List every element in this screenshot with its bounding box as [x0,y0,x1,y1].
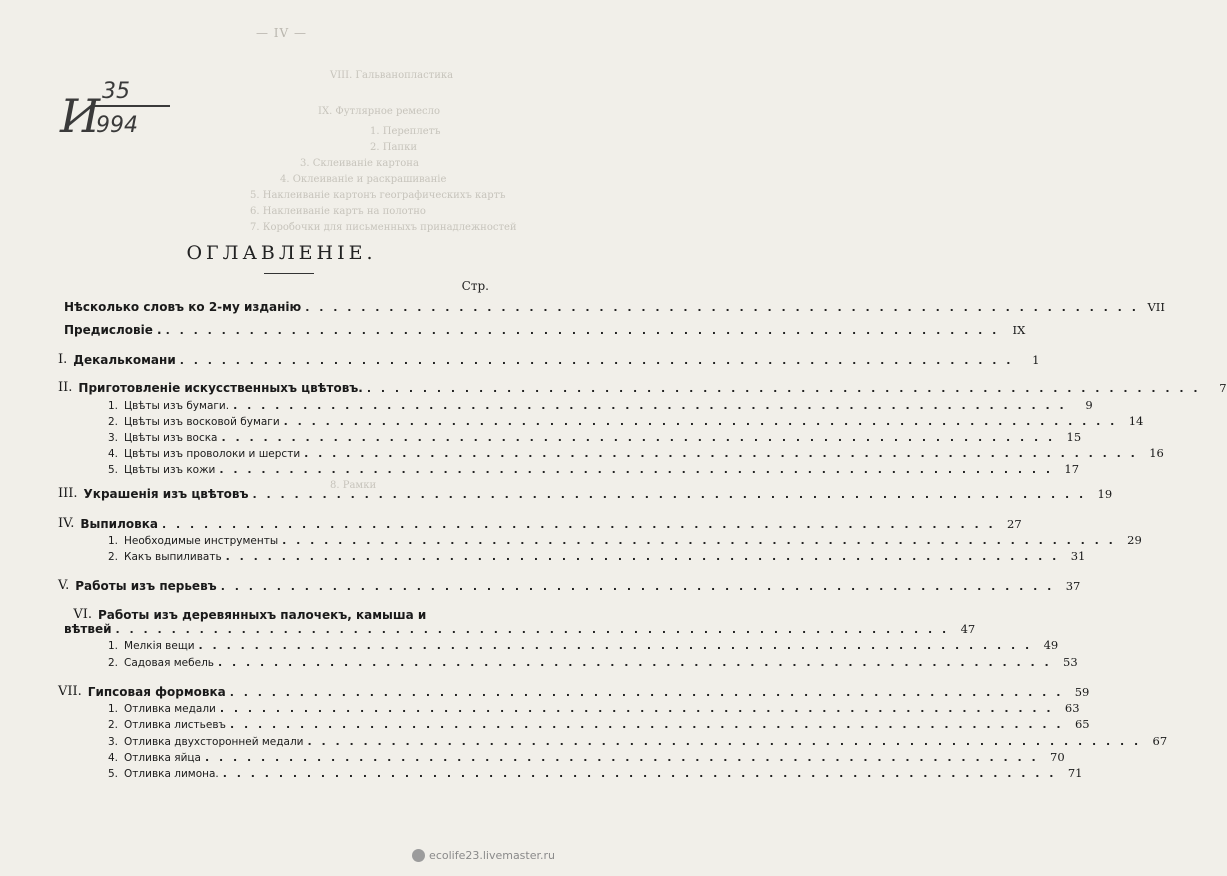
title-rule [264,273,314,274]
toc-label: Приготовленіе искусственныхъ цвѣтовъ. [78,381,363,395]
dot-leader: . . . . . . . . . . . . . . . . . . . . . . . . . . . . . . . . . . . . . . . . . . . . . . . . . . . . . . . . . . . . [221,431,1056,444]
toc-label: Декалькомани [73,353,176,367]
toc-row [58,622,976,636]
toc-row [108,655,1078,669]
toc-row [58,486,1113,501]
toc-number: 3. [108,736,119,748]
dot-leader: . . . . . . . . . . . . . . . . . . . . . . . . . . . . . . . . . . . . . . . . . . . . . . . . . . . . . . . . . . . . [115,623,950,636]
toc-label: Работы изъ деревянныхъ палочекъ, камыша и [98,608,427,622]
dot-leader: . . . . . . . . . . . . . . . . . . . . . . . . . . . . . . . . . . . . . . . . . . . . . . . . . . . . . . . . . . . . [282,534,1116,547]
toc-row [108,462,1080,476]
stamp-letter: И [60,89,101,143]
dot-leader: . . . . . . . . . . . . . . . . . . . . . . . . . . . . . . . . . . . . . . . . . . . . . . . . . . . . . . . . . . . . [229,686,1064,699]
dot-leader: . . . . . . . . . . . . . . . . . . . . . . . . . . . . . . . . . . . . . . . . . . . . . . . . . . . . . . . . . . . . [217,656,1052,669]
toc-row [58,323,1026,337]
toc-page-number: 37 [1065,579,1081,593]
toc-number: 5. [108,464,119,476]
toc-page-number: 27 [1007,517,1022,531]
dot-leader: . . . . . . . . . . . . . . . . . . . . . . . . . . . . . . . . . . . . . . . . . . . . . . . . . . . . . . . . . . . . [219,463,1054,476]
bleed-line: VIII. Гальванопластика [330,70,454,81]
toc-row [58,300,1165,314]
toc-row [108,549,1086,563]
toc-page-number: 31 [1070,549,1086,563]
toc-page-number: 65 [1074,717,1090,731]
toc-row [58,380,1227,395]
stamp-bottom-number: 994 [96,113,138,138]
toc-number: VII. [58,684,82,699]
toc-number: 5. [108,768,119,780]
toc-label: Нѣсколько словъ ко 2-му изданію [64,300,302,314]
dot-leader: . . . . . . . . . . . . . . . . . . . . . . . . . . . . . . . . . . . . . . . . . . . . . . . . . . . . . . . . . . . . [233,399,1067,412]
toc-number: V. [58,578,70,593]
toc-row [108,766,1083,780]
toc-number: I. [58,352,68,367]
bleed-line: 7. Коробочки для письменныхъ принадлежностей [250,222,517,233]
toc-page-number: 59 [1074,685,1090,699]
dot-leader: . . . . . . . . . . . . . . . . . . . . . . . . . . . . . . . . . . . . . . . . . . . . . . . . . . . . . . . . . . . . [220,580,1055,593]
toc-page-number: 19 [1097,487,1113,501]
toc-number: 1. [108,640,119,652]
dot-leader: . . . . . . . . . . . . . . . . . . . . . . . . . . . . . . . . . . . . . . . . . . . . . . . . . . . . . . . . . . . . [366,382,1201,395]
bleed-line: 2. Папки [370,142,417,153]
toc-label: Отливка двухсторонней медали [124,736,304,748]
toc-page-number: 7 [1219,381,1227,395]
toc-row [108,414,1144,428]
toc-label: Необходимые инструменты [124,535,279,547]
toc-row [58,516,1022,531]
bleed-line: 6. Наклеиваніе картъ на полотно [250,206,426,217]
toc-label: Отливка лимона. [124,768,219,780]
toc-label: Выпиловка [80,517,158,531]
dot-leader: . . . . . . . . . . . . . . . . . . . . . . . . . . . . . . . . . . . . . . . . . . . . . . . . . . . . . . . . . . . . [304,447,1138,460]
toc-row [108,750,1065,764]
pages-column-header: Стр. [461,279,489,293]
dot-leader: . . . . . . . . . . . . . . . . . . . . . . . . . . . . . . . . . . . . . . . . . . . . . . . . . . . . . . . . . . . . [283,415,1118,428]
toc-page-number: 1 [1032,353,1040,367]
dot-leader: . . . . . . . . . . . . . . . . . . . . . . . . . . . . . . . . . . . . . . . . . . . . . . . . . . . . . . . . . . . . [204,751,1039,764]
page-title: ОГЛАВЛЕНІЕ. [186,242,377,264]
bleed-line: 3. Склеиваніе картона [300,158,419,169]
dot-leader: . . . . . . . . . . . . . . . . . . . . . . . . . . . . . . . . . . . . . . . . . . . . . . . . . . . . . . . . . . . . [219,702,1054,715]
toc-number: III. [58,486,78,501]
dot-leader: . . . . . . . . . . . . . . . . . . . . . . . . . . . . . . . . . . . . . . . . . . . . . . . . . . . . . . . . . . . . [161,518,996,531]
toc-number: 1. [108,535,119,547]
toc-label: Предисловіе . [64,323,162,337]
toc-label: Украшенія изъ цвѣтовъ [83,487,249,501]
watermark [412,849,555,862]
toc-number: 2. [108,657,119,669]
stamp-top-number: 35 [102,79,130,104]
dot-leader: . . . . . . . . . . . . . . . . . . . . . . . . . . . . . . . . . . . . . . . . . . . . . . . . . . . . . . . . . . . . [229,718,1064,731]
dot-leader: . . . . . . . . . . . . . . . . . . . . . . . . . . . . . . . . . . . . . . . . . . . . . . . . . . . . . . . . . . . . [307,735,1142,748]
dot-leader: . . . . . . . . . . . . . . . . . . . . . . . . . . . . . . . . . . . . . . . . . . . . . . . . . . . . . . . . . . . . [305,301,1139,314]
toc-label: Отливка медали [124,703,216,715]
toc-page-number: 63 [1064,701,1080,715]
toc-page-number: 17 [1064,462,1080,476]
toc-label: Работы изъ перьевъ [75,579,217,593]
watermark-logo-icon [412,849,425,862]
toc-row [108,701,1080,715]
toc-row [58,607,493,622]
toc-page-number: 67 [1152,734,1168,748]
toc-page-number: 53 [1063,655,1078,669]
toc-number: 2. [108,416,119,428]
toc-label: Цвѣты изъ бумаги. [124,400,230,412]
bleed-line: 1. Переплетъ [370,126,441,137]
toc-row [108,533,1142,547]
toc-row [108,734,1168,748]
toc-number: IV. [58,516,75,531]
toc-page-number: 9 [1085,398,1093,412]
toc-page-number: 49 [1043,638,1059,652]
toc-label: Отливка листьевъ [124,719,226,731]
watermark-text: ecolife23.livemaster.ru [429,849,555,862]
toc-page-number: 15 [1066,430,1082,444]
dot-leader: . . . . . . . . . . . . . . . . . . . . . . . . . . . . . . . . . . . . . . . . . . . . . . . . . . . . . . . . . . . . [165,324,1000,337]
toc-label: Цвѣты изъ проволоки и шерсти [124,448,301,460]
toc-number: 4. [108,752,119,764]
toc-label: Цвѣты изъ кожи [124,464,216,476]
page-number: — IV — [255,26,308,40]
toc-label: Цвѣты изъ восковой бумаги [124,416,280,428]
dot-leader: . . . . . . . . . . . . . . . . . . . . . . . . . . . . . . . . . . . . . . . . . . . . . . . . . . . . . . . . . . . . [198,639,1033,652]
toc-row [108,446,1164,460]
bleed-line: 5. Наклеиваніе картонъ географическихъ картъ [250,190,506,201]
toc-page-number: 29 [1127,533,1142,547]
toc-page-number: 16 [1149,446,1164,460]
toc-label: Гипсовая формовка [87,685,226,699]
toc-number: 1. [108,400,119,412]
toc-label: Цвѣты изъ воска [124,432,218,444]
toc-row [58,578,1081,593]
toc-row [58,684,1090,699]
toc-label: Отливка яйца [124,752,201,764]
toc-label: Садовая мебель [124,657,214,669]
dot-leader: . . . . . . . . . . . . . . . . . . . . . . . . . . . . . . . . . . . . . . . . . . . . . . . . . . . . . . . . . . . . [225,550,1060,563]
handwritten-stamp [50,70,200,160]
toc-number: 3. [108,432,119,444]
toc-number: II. [58,380,73,395]
dot-leader: . . . . . . . . . . . . . . . . . . . . . . . . . . . . . . . . . . . . . . . . . . . . . . . . . . . . . . . . . . . . [179,354,1014,367]
toc-page-number: 47 [960,622,976,636]
toc-page-number: 71 [1067,766,1083,780]
toc-row [58,352,1040,367]
toc-page-number: IX [1012,323,1026,337]
toc-row [108,717,1090,731]
toc-number: 2. [108,719,119,731]
toc-row [108,430,1082,444]
dot-leader: . . . . . . . . . . . . . . . . . . . . . . . . . . . . . . . . . . . . . . . . . . . . . . . . . . . . . . . . . . . . [222,767,1057,780]
toc-label: Мелкія вещи [124,640,195,652]
toc-label: Какъ выпиливать [124,551,222,563]
toc-row [108,638,1059,652]
toc-number: 1. [108,703,119,715]
dot-leader: . . . . . . . . . . . . . . . . . . . . . . . . . . . . . . . . . . . . . . . . . . . . . . . . . . . . . . . . . . . . [252,488,1087,501]
toc-number: VI. [73,607,92,622]
bleed-line: 4. Оклеиваніе и раскрашиваніе [280,174,447,185]
toc-page-number: 14 [1128,414,1144,428]
toc-row [108,398,1093,412]
toc-page-number: VII [1147,300,1165,314]
toc-number: 2. [108,551,119,563]
bleed-line: IX. Футлярное ремесло [318,106,440,117]
toc-number: 4. [108,448,119,460]
bleed-line: 8. Рамки [330,480,377,491]
toc-label: вѣтвей [64,622,112,636]
toc-page-number: 70 [1050,750,1065,764]
